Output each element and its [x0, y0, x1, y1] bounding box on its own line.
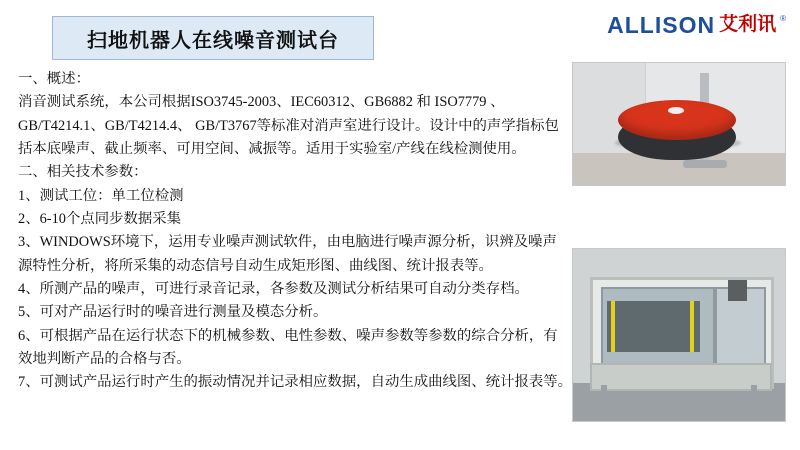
list-item: 7、可测试产品运行时产生的振动情况并记录相应数据，自动生成曲线图、统计报表等。	[18, 374, 573, 391]
photo-stand-base	[683, 160, 727, 168]
registered-trademark-icon: ®	[780, 14, 786, 23]
test-station-machine-photo	[572, 248, 786, 422]
machine-inner-chamber	[607, 301, 700, 353]
photo-robot-top-cover	[618, 100, 736, 140]
section-1-paragraph: 消音测试系统，本公司根据ISO3745-2003、IEC60312、GB6882 和 ISO7779 、GB/T4214.1、GB/T4214.4、 GB/T3767等标准对消声室进行设计。设计中的声学指标包括本底噪声、截止频率、可用空间、减振等。适用于实验室/产线在线检测使用。	[18, 94, 559, 157]
machine-leg-left	[601, 385, 607, 397]
page-title: 扫地机器人在线噪音测试台	[87, 29, 339, 52]
robot-noise-test-photo	[572, 62, 786, 186]
list-item: 5、可对产品运行时的噪音进行测量及模态分析。	[18, 304, 328, 321]
list-item: 3、WINDOWS环境下，运用专业噪声测试软件，由电脑进行噪声源分析，识辨及噪声源特性分析，将所采集的动态信号自动生成矩形图、曲线图、统计报表等。	[18, 234, 557, 274]
machine-base-cabinet	[590, 363, 772, 391]
machine-yellow-rail-left	[611, 301, 615, 353]
list-item: 4、所测产品的噪声，可进行录音记录，各参数及测试分析结果可自动分类存档。	[18, 280, 529, 297]
section-1-heading: 一、概述：	[18, 71, 90, 87]
brand-logo	[607, 14, 786, 37]
list-item: 1、测试工位：单工位检测	[18, 187, 184, 204]
page-title-box	[52, 16, 374, 60]
body-content	[18, 68, 573, 395]
machine-leg-right	[751, 385, 757, 397]
section-2-heading: 二、相关技术参数：	[18, 164, 148, 181]
brand-latin-text: ALLISON	[607, 12, 716, 38]
list-item: 2、6-10个点同步数据采集	[18, 210, 182, 227]
list-item: 6、可根据产品在运行状态下的机械参数、电性参数、噪声参数等参数的综合分析，有效地判断产品的合格与否。	[18, 327, 558, 367]
machine-control-panel	[728, 280, 747, 301]
machine-yellow-rail-right	[690, 301, 694, 353]
brand-chinese-text: 艾利讯	[719, 14, 777, 35]
